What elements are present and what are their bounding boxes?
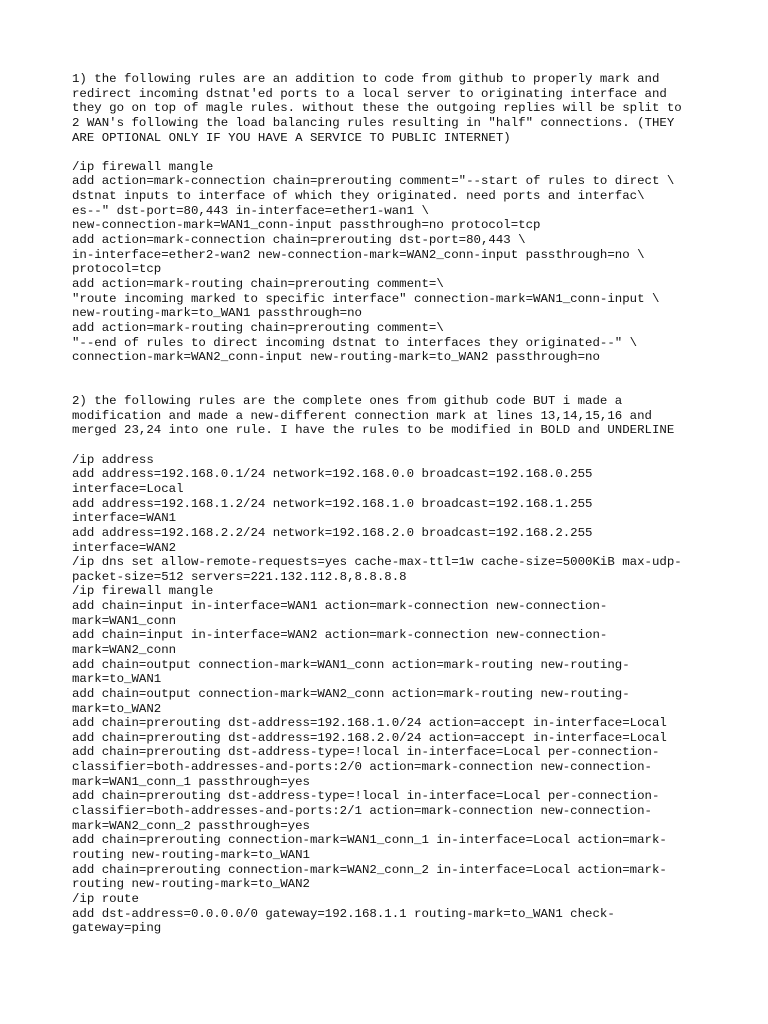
code-line: interface=Local	[72, 481, 184, 496]
code-line: protocol=tcp	[72, 262, 162, 277]
code-line: "--end of rules to direct incoming dstnat to interfaces they originated--" \	[72, 335, 638, 350]
code-line: mark=WAN2_conn_2 passthrough=yes	[72, 818, 310, 833]
code-line: /ip address	[72, 452, 154, 467]
code-line: /ip route	[72, 891, 139, 906]
code-line: /ip firewall mangle	[72, 584, 214, 599]
code-line: add chain=output connection-mark=WAN2_conn action=mark-routing new-routing-	[72, 686, 630, 701]
code-line: add dst-address=0.0.0.0/0 gateway=192.168.1.1 routing-mark=to_WAN1 check-	[72, 906, 615, 921]
section1-code	[72, 160, 712, 365]
code-line: es--" dst-port=80,443 in-interface=ether1-wan1 \	[72, 203, 429, 218]
text-line: they go on top of magle rules. without these the outgoing replies will be split to	[72, 101, 682, 116]
code-line: /ip firewall mangle	[72, 159, 214, 174]
code-line: add address=192.168.2.2/24 network=192.168.2.0 broadcast=192.168.2.255	[72, 525, 593, 540]
text-line: 2) the following rules are the complete ones from github code BUT i made a	[72, 394, 623, 409]
code-line: classifier=both-addresses-and-ports:2/0 action=mark-connection new-connection-	[72, 760, 652, 775]
section2-intro	[72, 394, 712, 438]
text-line: 1) the following rules are an addition to code from github to properly mark and	[72, 72, 660, 86]
code-line: mark=WAN1_conn_1 passthrough=yes	[72, 774, 310, 789]
text-line: ARE OPTIONAL ONLY IF YOU HAVE A SERVICE TO PUBLIC INTERNET)	[72, 130, 511, 145]
code-line: add chain=prerouting dst-address=192.168.2.0/24 action=accept in-interface=Local	[72, 730, 667, 745]
spacer	[72, 145, 712, 160]
code-line: routing new-routing-mark=to_WAN2	[72, 877, 310, 892]
code-line: dstnat inputs to interface of which they originated. need ports and interfac\	[72, 189, 645, 204]
text-line: redirect incoming dstnat'ed ports to a local server to originating interface and	[72, 86, 667, 101]
code-line: new-routing-mark=to_WAN1 passthrough=no	[72, 306, 362, 321]
text-line: modification and made a new-different connection mark at lines 13,14,15,16 and	[72, 408, 652, 423]
code-line: add chain=output connection-mark=WAN1_conn action=mark-routing new-routing-	[72, 657, 630, 672]
code-line: connection-mark=WAN2_conn-input new-routing-mark=to_WAN2 passthrough=no	[72, 350, 600, 365]
code-line: add chain=prerouting connection-mark=WAN1_conn_1 in-interface=Local action=mark-	[72, 833, 667, 848]
code-line: mark=to_WAN1	[72, 672, 162, 687]
text-line: merged 23,24 into one rule. I have the rules to be modified in BOLD and UNDERLINE	[72, 423, 675, 438]
code-line: add action=mark-routing chain=prerouting comment=\	[72, 320, 444, 335]
code-line: add chain=input in-interface=WAN1 action=mark-connection new-connection-	[72, 599, 608, 614]
code-line: packet-size=512 servers=221.132.112.8,8.8.8.8	[72, 569, 407, 584]
code-line: classifier=both-addresses-and-ports:2/1 action=mark-connection new-connection-	[72, 804, 652, 819]
code-line: add chain=prerouting dst-address-type=!local in-interface=Local per-connection-	[72, 789, 660, 804]
spacer	[72, 365, 712, 380]
code-line: add chain=prerouting connection-mark=WAN2_conn_2 in-interface=Local action=mark-	[72, 862, 667, 877]
code-line: interface=WAN1	[72, 511, 177, 526]
code-line: new-connection-mark=WAN1_conn-input passthrough=no protocol=tcp	[72, 218, 541, 233]
code-line: mark=WAN2_conn	[72, 642, 177, 657]
code-line: add action=mark-routing chain=prerouting comment=\	[72, 276, 444, 291]
code-line: add chain=prerouting dst-address=192.168.1.0/24 action=accept in-interface=Local	[72, 716, 667, 731]
code-line: interface=WAN2	[72, 540, 177, 555]
code-line: add address=192.168.1.2/24 network=192.168.1.0 broadcast=192.168.1.255	[72, 496, 593, 511]
section2-code	[72, 453, 712, 936]
code-line: /ip dns set allow-remote-requests=yes cache-max-ttl=1w cache-size=5000KiB max-udp-	[72, 555, 682, 570]
code-line: routing new-routing-mark=to_WAN1	[72, 847, 310, 862]
code-line: add action=mark-connection chain=prerouting comment="--start of rules to direct \	[72, 174, 675, 189]
code-line: add chain=prerouting dst-address-type=!local in-interface=Local per-connection-	[72, 745, 660, 760]
code-line: gateway=ping	[72, 921, 162, 936]
code-line: in-interface=ether2-wan2 new-connection-mark=WAN2_conn-input passthrough=no \	[72, 247, 645, 262]
code-line: add address=192.168.0.1/24 network=192.168.0.0 broadcast=192.168.0.255	[72, 467, 593, 482]
text-line: 2 WAN's following the load balancing rules resulting in "half" connections. (THEY	[72, 115, 675, 130]
code-line: add action=mark-connection chain=prerouting dst-port=80,443 \	[72, 233, 526, 248]
spacer	[72, 438, 712, 453]
code-line: "route incoming marked to specific interface" connection-mark=WAN1_conn-input \	[72, 291, 660, 306]
document-page	[72, 72, 712, 936]
code-line: mark=to_WAN2	[72, 701, 162, 716]
section1-intro	[72, 72, 712, 145]
code-line: add chain=input in-interface=WAN2 action=mark-connection new-connection-	[72, 628, 608, 643]
code-line: mark=WAN1_conn	[72, 613, 177, 628]
spacer	[72, 379, 712, 394]
